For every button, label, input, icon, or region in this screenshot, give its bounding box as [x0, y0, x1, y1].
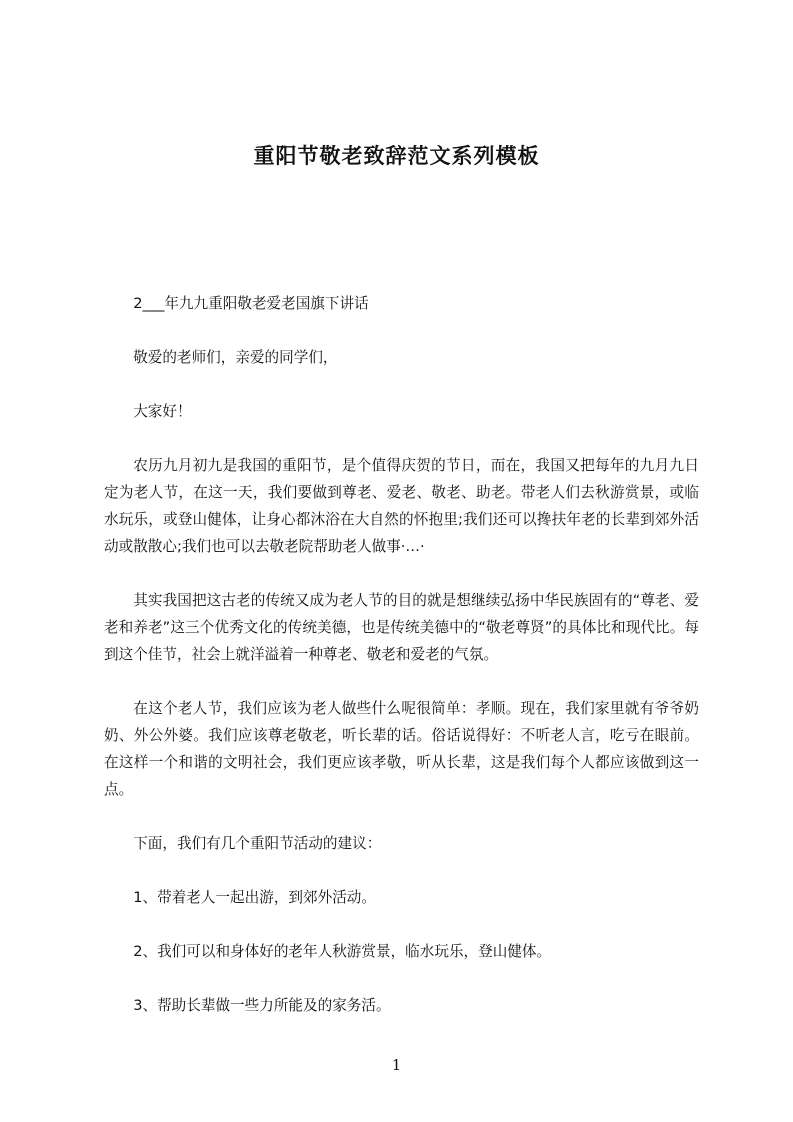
- document-body: [104, 290, 699, 1019]
- document-title: 重阳节敬老致辞范文系列模板: [253, 144, 540, 168]
- body-paragraph: 其实我国把这古老的传统又成为老人节的目的就是想继续弘扬中华民族固有的“尊老、爱老和养老”这三个优秀文化的传统美德，也是传统美德中的“敬老尊贤”的具体比和现代比。每到这个佳节，社会上就洋溢着一种尊老、敬老和爱老的气氛。: [104, 592, 699, 663]
- body-paragraph: 在这个老人节，我们应该为老人做些什么呢很简单：孝顺。现在，我们家里就有爷爷奶奶、外公外婆。我们应该尊老敬老，听长辈的话。俗话说得好：不听老人言，吃亏在眼前。在这样一个和谐的文明社会，我们更应该孝敬，听从长辈，这是我们每个人都应该做到这一点。: [104, 700, 699, 798]
- suggestion-item: 3、帮助长辈做一些力所能及的家务活。: [133, 997, 391, 1014]
- suggestion-item: 1、带着老人一起出游，到郊外活动。: [133, 889, 376, 906]
- speech-heading: 2___年九九重阳敬老爱老国旗下讲话: [133, 295, 369, 312]
- suggestion-item: 2、我们可以和身体好的老年人秋游赏景，临水玩乐，登山健体。: [133, 943, 552, 960]
- greeting: 大家好！: [133, 403, 192, 420]
- suggestions-intro: 下面，我们有几个重阳节活动的建议：: [133, 835, 382, 852]
- salutation: 敬爱的老师们，亲爱的同学们，: [133, 349, 338, 366]
- page-number: 1: [391, 1056, 402, 1074]
- body-paragraph: 农历九月初九是我国的重阳节，是个值得庆贺的节日，而在，我国又把每年的九月九日定为老人节，在这一天，我们要做到尊老、爱老、敬老、助老。带老人们去秋游赏景，或临水玩乐，或登山健体，让身心都沐浴在大自然的怀抱里;我们还可以搀扶年老的长辈到郊外活动或散散心;我们也可以去敬老院帮助老人做事·…·: [104, 457, 699, 555]
